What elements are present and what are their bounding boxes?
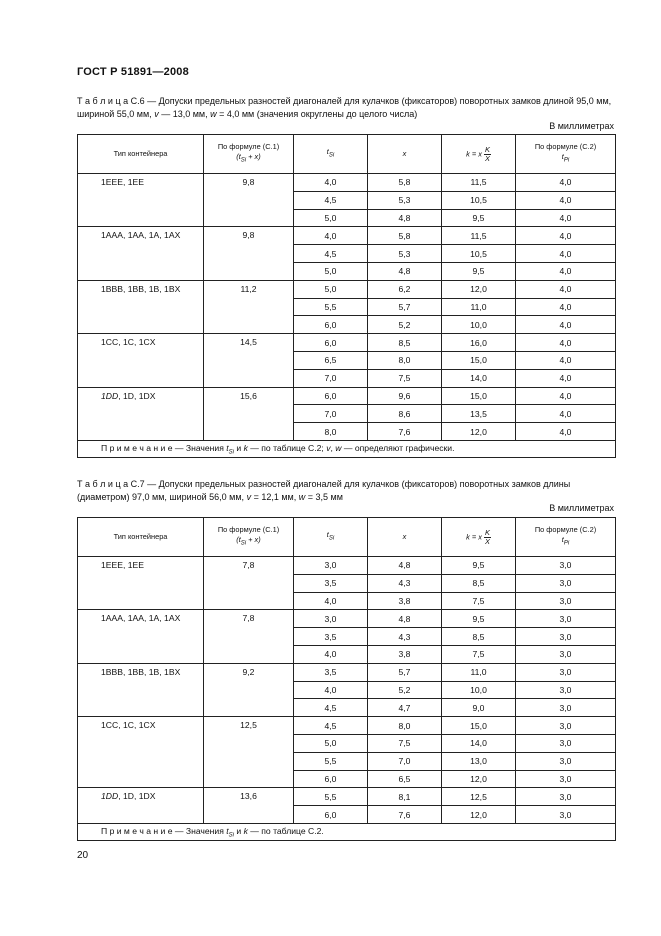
- tpi-cell: 3,0: [516, 610, 616, 628]
- tpi-cell: 3,0: [516, 788, 616, 806]
- tsi-cell: 6,5: [294, 351, 368, 369]
- x-cell: 4,8: [368, 610, 442, 628]
- x-cell: 8,0: [368, 351, 442, 369]
- table-c6: [77, 134, 616, 458]
- table-c7-title-w: w: [298, 492, 306, 502]
- tpi-cell: 4,0: [516, 245, 616, 263]
- tsi-cell: 4,5: [294, 717, 368, 735]
- col-formula2-header: [516, 135, 616, 174]
- document-id: ГОСТ Р 51891—2008: [77, 66, 189, 78]
- tsi-cell: 6,0: [294, 770, 368, 788]
- table-row: [78, 717, 616, 735]
- tpi-cell: 4,0: [516, 405, 616, 423]
- table-c6-title-end: = 4,0 мм (значения округлены до целого числа): [216, 109, 418, 119]
- tpi-cell: 3,0: [516, 717, 616, 735]
- x-cell: 3,8: [368, 592, 442, 610]
- k-cell: 9,5: [442, 209, 516, 227]
- table-c7-title-end: = 3,5 мм: [305, 492, 343, 502]
- tpi-cell: 4,0: [516, 334, 616, 352]
- k-cell: 7,5: [442, 645, 516, 663]
- k-cell: 7,5: [442, 592, 516, 610]
- formula-c1-cell: 14,5: [204, 334, 294, 387]
- tsi-cell: 3,0: [294, 557, 368, 575]
- table-row: [78, 280, 616, 298]
- formula-c1-cell: 12,5: [204, 717, 294, 788]
- tpi-cell: 3,0: [516, 574, 616, 592]
- tpi-cell: 3,0: [516, 699, 616, 717]
- k-cell: 12,0: [442, 423, 516, 441]
- x-cell: 7,6: [368, 423, 442, 441]
- x-cell: 8,6: [368, 405, 442, 423]
- x-cell: 8,5: [368, 334, 442, 352]
- tsi-cell: 4,5: [294, 699, 368, 717]
- k-cell: 15,0: [442, 351, 516, 369]
- tsi-cell: 5,0: [294, 262, 368, 280]
- formula2-line1: По формуле (С.2): [534, 525, 597, 535]
- note-mid: — по таблице С.2;: [247, 442, 327, 453]
- k-cell: 11,5: [442, 227, 516, 245]
- x-cell: 4,7: [368, 699, 442, 717]
- tsi-cell: 6,0: [294, 387, 368, 405]
- x-cell: 3,8: [368, 645, 442, 663]
- formula1-line1: По формуле (С.1): [217, 142, 280, 152]
- tpi-cell: 3,0: [516, 628, 616, 646]
- tpi-t: t: [561, 535, 564, 545]
- table-c6-title-mid: — 13,0 мм,: [158, 109, 211, 119]
- k-cell: 12,0: [442, 280, 516, 298]
- tsi-cell: 4,5: [294, 191, 368, 209]
- tpi-cell: 3,0: [516, 806, 616, 824]
- tpi-cell: 3,0: [516, 663, 616, 681]
- table-c6-caption: [77, 95, 615, 121]
- k-cell: 16,0: [442, 334, 516, 352]
- tpi-cell: 4,0: [516, 351, 616, 369]
- k-cell: 9,5: [442, 262, 516, 280]
- k-numerator: K: [484, 144, 490, 154]
- tpi-cell: 3,0: [516, 557, 616, 575]
- col-formula1-header: [204, 135, 294, 174]
- x-cell: 4,3: [368, 628, 442, 646]
- k-lhs: k = x: [466, 148, 482, 158]
- x-cell: 7,6: [368, 806, 442, 824]
- table-row: [78, 663, 616, 681]
- x-cell: 5,8: [368, 227, 442, 245]
- x-cell: 7,5: [368, 369, 442, 387]
- k-cell: 11,0: [442, 298, 516, 316]
- tsi-cell: 4,0: [294, 645, 368, 663]
- formula1-sub: Si: [240, 157, 247, 164]
- note-k: k: [243, 442, 248, 453]
- k-lhs: k = x: [466, 531, 482, 541]
- tsi-cell: 5,5: [294, 788, 368, 806]
- tsi-cell: 5,5: [294, 752, 368, 770]
- col-formula2-header: [516, 518, 616, 557]
- tsi-cell: 4,0: [294, 174, 368, 192]
- formula1-t: (t: [236, 152, 241, 162]
- k-cell: 8,5: [442, 628, 516, 646]
- formula-c1-cell: 15,6: [204, 387, 294, 440]
- table-c7-title-v: v: [246, 492, 252, 502]
- formula1-t: (t: [236, 535, 241, 545]
- tpi-cell: 4,0: [516, 280, 616, 298]
- k-cell: 10,5: [442, 245, 516, 263]
- x-cell: 7,0: [368, 752, 442, 770]
- x-cell: 8,0: [368, 717, 442, 735]
- k-cell: 13,0: [442, 752, 516, 770]
- col-type-header: Тип контейнера: [78, 518, 204, 557]
- note-sub: Si: [228, 449, 234, 456]
- tsi-cell: 8,0: [294, 423, 368, 441]
- table-c6-label: Т а б л и ц а С.6: [77, 96, 145, 106]
- tsi-sub: Si: [328, 152, 335, 159]
- col-k-header: [442, 518, 516, 557]
- table-row: [78, 334, 616, 352]
- tpi-cell: 4,0: [516, 316, 616, 334]
- note-prefix: П р и м е ч а н и е — Значения: [101, 442, 227, 453]
- tpi-cell: 3,0: [516, 752, 616, 770]
- x-cell: 4,8: [368, 209, 442, 227]
- table-row: [78, 387, 616, 405]
- k-cell: 8,5: [442, 574, 516, 592]
- x-cell: 4,8: [368, 557, 442, 575]
- container-type-cell: 1BBB, 1BB, 1B, 1BX: [78, 663, 204, 716]
- x-cell: 8,1: [368, 788, 442, 806]
- x-cell: 7,5: [368, 734, 442, 752]
- col-tsi-header: [294, 518, 368, 557]
- tsi-cell: 4,0: [294, 681, 368, 699]
- container-type-cell: [78, 387, 204, 440]
- container-type-cell: 1AAA, 1AA, 1A, 1AX: [78, 610, 204, 663]
- table-c7-note: [78, 823, 616, 840]
- container-type-cell: 1AAA, 1AA, 1A, 1AX: [78, 227, 204, 280]
- tsi-cell: 3,5: [294, 663, 368, 681]
- table-row: [78, 174, 616, 192]
- tpi-cell: 3,0: [516, 770, 616, 788]
- formula-c1-cell: 11,2: [204, 280, 294, 333]
- k-cell: 11,5: [442, 174, 516, 192]
- formula-c1-cell: 9,2: [204, 663, 294, 716]
- tpi-cell: 4,0: [516, 387, 616, 405]
- table-c6-note: [78, 440, 616, 457]
- k-denominator: X: [484, 153, 490, 163]
- col-tsi-header: [294, 135, 368, 174]
- container-type-italic: 1DD: [101, 390, 119, 401]
- table-c6-units: В миллиметрах: [549, 121, 614, 131]
- col-type-header: Тип контейнера: [78, 135, 204, 174]
- tsi-cell: 6,0: [294, 806, 368, 824]
- tsi-cell: 7,0: [294, 369, 368, 387]
- k-cell: 14,0: [442, 369, 516, 387]
- k-cell: 14,0: [442, 734, 516, 752]
- container-type-rest: , 1D, 1DX: [118, 390, 156, 401]
- tsi-cell: 5,0: [294, 209, 368, 227]
- table-c7-caption: [77, 478, 615, 504]
- table-c7-label: Т а б л и ц а С.7: [77, 479, 145, 489]
- tsi-cell: 4,0: [294, 227, 368, 245]
- note-end: — определяют графически.: [341, 442, 455, 453]
- tsi-t: t: [326, 530, 329, 540]
- table-c7-units: В миллиметрах: [549, 503, 614, 513]
- tsi-cell: 5,5: [294, 298, 368, 316]
- table-row: [78, 227, 616, 245]
- k-cell: 12,0: [442, 806, 516, 824]
- container-type-cell: 1BBB, 1BB, 1B, 1BX: [78, 280, 204, 333]
- note-comma: ,: [330, 442, 336, 453]
- formula1-sub: Si: [240, 540, 247, 547]
- table-c6-note-row: [78, 440, 616, 457]
- tsi-cell: 4,5: [294, 245, 368, 263]
- tpi-cell: 4,0: [516, 369, 616, 387]
- container-type-cell: 1CC, 1C, 1CX: [78, 334, 204, 387]
- k-numerator: K: [484, 527, 490, 537]
- tpi-cell: 3,0: [516, 645, 616, 663]
- note-and: и: [234, 825, 244, 836]
- k-fraction: [484, 146, 491, 163]
- tpi-t: t: [561, 152, 564, 162]
- note-end: — по таблице С.2.: [247, 825, 324, 836]
- tpi-cell: 4,0: [516, 191, 616, 209]
- table-header-row: [78, 518, 616, 557]
- note-prefix: П р и м е ч а н и е — Значения: [101, 825, 227, 836]
- tpi-cell: 4,0: [516, 209, 616, 227]
- tpi-cell: 3,0: [516, 681, 616, 699]
- container-type-cell: 1CC, 1C, 1CX: [78, 717, 204, 788]
- table-row: [78, 788, 616, 806]
- tsi-t: t: [326, 147, 329, 157]
- k-cell: 12,5: [442, 788, 516, 806]
- tsi-cell: 7,0: [294, 405, 368, 423]
- note-k: k: [243, 825, 248, 836]
- page-number: 20: [77, 850, 89, 861]
- table-header-row: [78, 135, 616, 174]
- note-w: w: [335, 442, 342, 453]
- x-cell: 5,8: [368, 174, 442, 192]
- table-c7-title: — Допуски предельных разностей диагоналей для кулачков (фиксаторов) поворотных замков длины (диаметром) 97,0 мм, шириной 56,0 мм,: [77, 479, 571, 502]
- tpi-sub: Pi: [563, 540, 570, 547]
- tsi-cell: 3,0: [294, 610, 368, 628]
- table-c7-note-row: [78, 823, 616, 840]
- container-type-italic: 1DD: [101, 791, 119, 802]
- tsi-cell: 6,0: [294, 334, 368, 352]
- container-type-cell: 1EEE, 1EE: [78, 557, 204, 610]
- table-c6-title-v: v: [154, 109, 159, 119]
- tpi-cell: 4,0: [516, 227, 616, 245]
- x-cell: 5,2: [368, 316, 442, 334]
- col-x-header: x: [368, 135, 442, 174]
- formula-c1-cell: 7,8: [204, 557, 294, 610]
- k-cell: 10,5: [442, 191, 516, 209]
- tpi-cell: 4,0: [516, 298, 616, 316]
- x-cell: 5,7: [368, 298, 442, 316]
- formula1-end: + x): [246, 535, 261, 545]
- k-cell: 11,0: [442, 663, 516, 681]
- tpi-cell: 4,0: [516, 174, 616, 192]
- tsi-cell: 3,5: [294, 628, 368, 646]
- k-cell: 10,0: [442, 681, 516, 699]
- tsi-cell: 3,5: [294, 574, 368, 592]
- note-sub: Si: [228, 832, 234, 839]
- k-cell: 10,0: [442, 316, 516, 334]
- x-cell: 5,7: [368, 663, 442, 681]
- tpi-cell: 4,0: [516, 423, 616, 441]
- x-cell: 4,8: [368, 262, 442, 280]
- tsi-cell: 6,0: [294, 316, 368, 334]
- x-cell: 9,6: [368, 387, 442, 405]
- table-row: [78, 610, 616, 628]
- tsi-sub: Si: [328, 535, 335, 542]
- table-c6-title: — Допуски предельных разностей диагоналей для кулачков (фиксаторов) поворотных замков длиной 95,0 мм, шириной 55,0 мм,: [77, 96, 612, 119]
- tpi-cell: 4,0: [516, 262, 616, 280]
- container-type-cell: [78, 788, 204, 824]
- x-cell: 5,2: [368, 681, 442, 699]
- k-fraction: [484, 529, 491, 546]
- k-cell: 9,5: [442, 610, 516, 628]
- x-cell: 5,3: [368, 191, 442, 209]
- formula1-line1: По формуле (С.1): [217, 525, 280, 535]
- k-cell: 13,5: [442, 405, 516, 423]
- k-cell: 9,0: [442, 699, 516, 717]
- formula-c1-cell: 9,8: [204, 174, 294, 227]
- container-type-rest: , 1D, 1DX: [118, 791, 156, 802]
- formula-c1-cell: 7,8: [204, 610, 294, 663]
- col-x-header: x: [368, 518, 442, 557]
- formula1-end: + x): [246, 152, 261, 162]
- formula-c1-cell: 9,8: [204, 227, 294, 280]
- k-cell: 9,5: [442, 557, 516, 575]
- col-k-header: [442, 135, 516, 174]
- table-c7: [77, 517, 616, 841]
- k-denominator: X: [484, 536, 490, 546]
- x-cell: 6,2: [368, 280, 442, 298]
- table-c6-title-w: w: [210, 109, 217, 119]
- tpi-cell: 3,0: [516, 592, 616, 610]
- formula2-line1: По формуле (С.2): [534, 142, 597, 152]
- k-cell: 12,0: [442, 770, 516, 788]
- table-c7-title-mid: = 12,1 мм,: [251, 492, 299, 502]
- k-cell: 15,0: [442, 387, 516, 405]
- tsi-cell: 5,0: [294, 280, 368, 298]
- tpi-cell: 3,0: [516, 734, 616, 752]
- note-t: t: [226, 825, 229, 836]
- col-formula1-header: [204, 518, 294, 557]
- table-row: [78, 557, 616, 575]
- tpi-sub: Pi: [563, 157, 570, 164]
- x-cell: 4,3: [368, 574, 442, 592]
- note-v: v: [326, 442, 331, 453]
- x-cell: 5,3: [368, 245, 442, 263]
- container-type-cell: 1EEE, 1EE: [78, 174, 204, 227]
- note-and: и: [234, 442, 244, 453]
- x-cell: 6,5: [368, 770, 442, 788]
- k-cell: 15,0: [442, 717, 516, 735]
- tsi-cell: 4,0: [294, 592, 368, 610]
- tsi-cell: 5,0: [294, 734, 368, 752]
- formula-c1-cell: 13,6: [204, 788, 294, 824]
- note-t: t: [226, 442, 229, 453]
